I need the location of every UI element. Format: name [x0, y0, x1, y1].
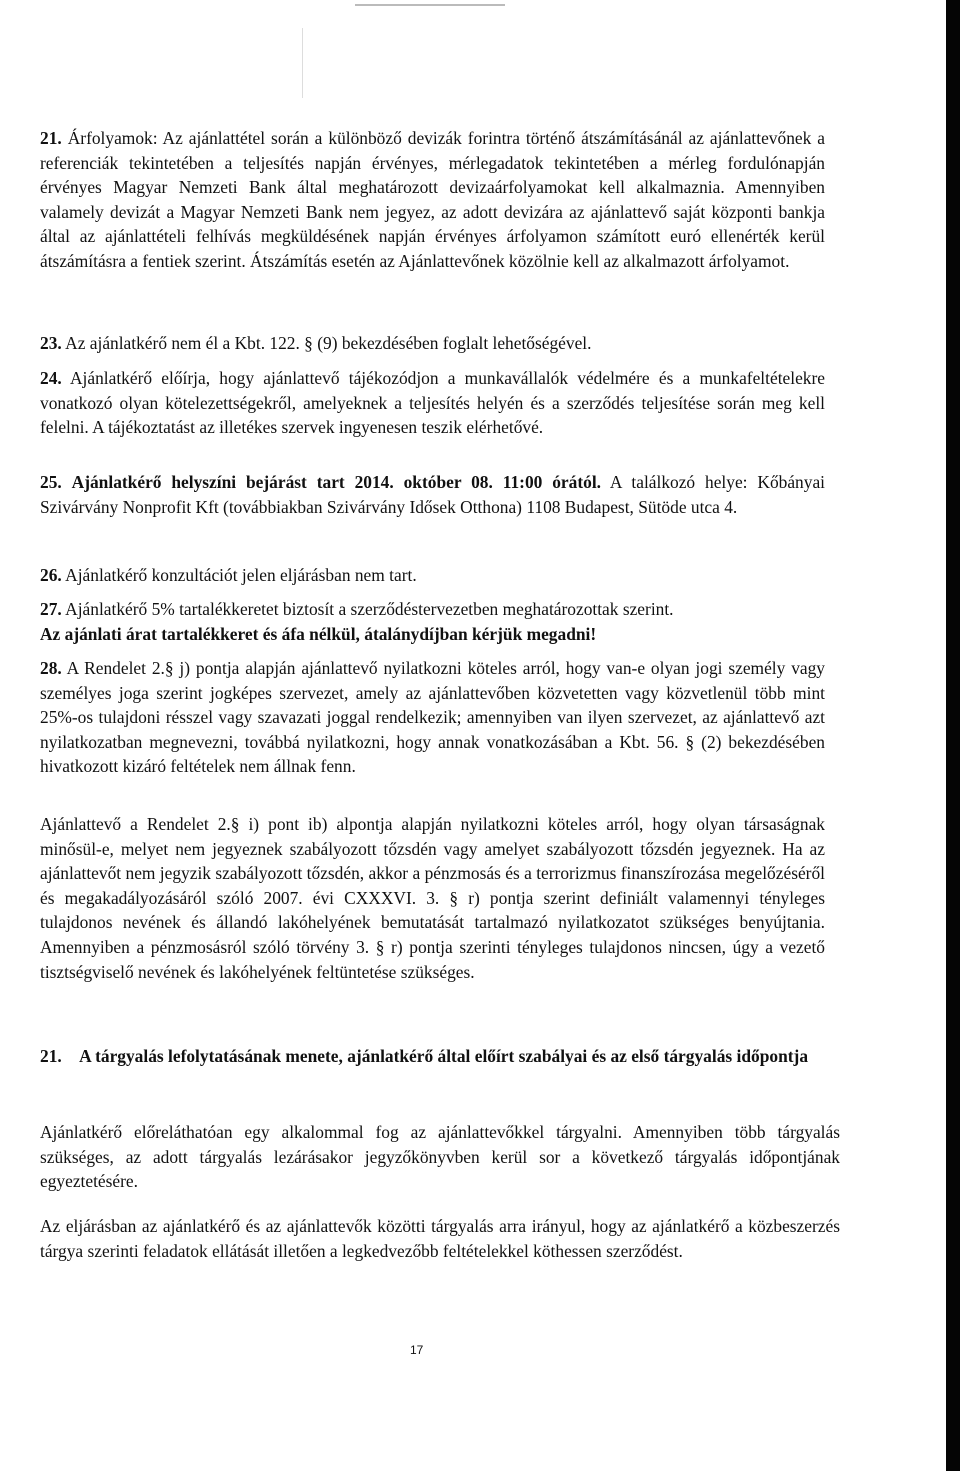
paragraph-bold-text: Az ajánlati árat tartalékkeret és áfa nélkül, átalánydíjban kérjük megadni!	[40, 623, 597, 644]
paragraph-27	[40, 597, 840, 646]
paragraph-text: Ajánlattevő a Rendelet 2.§ i) pont ib) alpontja alapján nyilatkozni köteles arról, hogy olyan társaságnak minősül-e, melyet nem jegyeznek szabályozott tőzsdén vagy amelyet szabályozott tőzsdén jegyeznek. Ha az ajánlattevőt nem jegyzik szabályozott tőzsdén, akkor a pénzmosás és a terrorizmus finanszírozása megelőzéséről és megakadályozásáról szóló 2007. évi CXXXVI. 3. § r) pontja szerint definiált valamennyi tényleges tulajdonos nevének és állandó lakóhelyének bemutatását tartalmazó nyilatkozatot szükséges benyújtania. Amennyiben a pénzmosásról szóló törvény 3. § r) pontja szerinti tényleges tulajdonos nincsen, úgy a vezető tisztségviselő nevének és lakóhelyének feltüntetése szükséges.	[40, 814, 825, 982]
paragraph-text: A találkozó helye: Kőbányai Szivárvány Nonprofit Kft (továbbiakban Szivárvány Idősek Otthona) 1108 Budapest, Sütöde utca 4.	[40, 472, 825, 517]
paragraph-text: Ajánlatkérő előreláthatóan egy alkalommal fog az ajánlattevőkkel tárgyalni. Amennyiben több tárgyalás szükséges, az adott tárgyalás lezárásakor jegyzőkönyvben kerül sor a következő tárgyalás időpontjának egyeztetésére.	[40, 1122, 840, 1192]
paragraph-number: 24.	[40, 368, 62, 388]
paragraph-text: A Rendelet 2.§ j) pontja alapján ajánlattevő nyilatkozni köteles arról, hogy van-e olyan jogi személy vagy személyes joga szerint jogképes szervezet, amely az ajánlattevőben közvetetten vagy közvetlenül több mint 25%-os tulajdoni résszel vagy szavazati joggal rendelkezik; amennyiben van ilyen szervezet, az ajánlattevő azt nyilatkozatban megnevezni, továbbá nyilatkozni, hogy annak vonatkozásában a Kbt. 56. § (2) bekezdésében hivatkozott kizáró feltételek nem állnak fenn.	[40, 658, 825, 777]
scan-edge-right	[946, 0, 960, 1471]
paragraph-text: Az eljárásban az ajánlatkérő és az ajánlattevők közötti tárgyalás arra irányul, hogy az ajánlatkérő a közbeszerzés tárgya szerinti feladatok ellátását illetően a legkedvezőbb feltételekkel köthessen szerződést.	[40, 1216, 840, 1261]
paragraph-28-continued	[40, 812, 825, 984]
paragraph-26	[40, 563, 825, 588]
paragraph-28	[40, 656, 825, 779]
paragraph-text: Az ajánlatkérő nem él a Kbt. 122. § (9) bekezdésében foglalt lehetőségével.	[65, 333, 592, 353]
paragraph-24	[40, 366, 825, 440]
section-paragraph-1	[40, 1120, 840, 1194]
scan-artifact-line	[302, 28, 303, 98]
paragraph-text: Árfolyamok: Az ajánlattétel során a különböző devizák forintra történő átszámításánál az ajánlattevőnek a referenciák tekintetében a teljesítés napján érvényes, mérlegadatok tekintetében a mérleg fordulónapján érvényes Magyar Nemzeti Bank által meghatározott devizaárfolyamokat kell alkalmaznia. Amennyiben valamely devizát a Magyar Nemzeti Bank nem jegyez, az adott devizára az ajánlattevő saját központi bankja által az ajánlattételi felhívás megküldésének napján érvényes árfolyamon számított euró ellenérték kerül átszámításra a fentiek szerint. Átszámítás esetén az Ajánlattevőnek közölnie kell az alkalmazott árfolyamot.	[40, 128, 825, 271]
paragraph-number: 23.	[40, 333, 62, 353]
paragraph-21	[40, 126, 825, 274]
paragraph-number: 25.	[40, 472, 62, 492]
paragraph-text: Ajánlatkérő 5% tartalékkeretet biztosít a szerződéstervezetben meghatározottak szerint.	[65, 599, 674, 619]
section-21-heading	[40, 1044, 840, 1069]
paragraph-bold-text: Ajánlatkérő helyszíni bejárást tart 2014. október 08. 11:00 órától.	[71, 472, 601, 492]
paragraph-number: 26.	[40, 565, 62, 585]
paragraph-25	[40, 470, 825, 519]
page-number: 17	[410, 1343, 424, 1357]
paragraph-number: 28.	[40, 658, 62, 678]
section-paragraph-2	[40, 1214, 840, 1263]
section-title: A tárgyalás lefolytatásának menete, ajánlatkérő által előírt szabályai és az első tárgyalás időpontja	[79, 1046, 809, 1066]
section-number: 21.	[40, 1046, 62, 1066]
scan-artifact-top	[355, 4, 505, 6]
paragraph-text: Ajánlatkérő előírja, hogy ajánlattevő tájékozódjon a munkavállalók védelmére és a munkafeltételekre vonatkozó olyan kötelezettségekről, amelyeknek a teljesítés helyén és a szerződés teljesítése során meg kell felelni. A tájékoztatást az illetékes szervek ingyenesen teszik elérhetővé.	[40, 368, 825, 438]
paragraph-number: 27.	[40, 599, 62, 619]
paragraph-number: 21.	[40, 128, 62, 148]
paragraph-text: Ajánlatkérő konzultációt jelen eljárásban nem tart.	[65, 565, 417, 585]
paragraph-23	[40, 331, 825, 356]
